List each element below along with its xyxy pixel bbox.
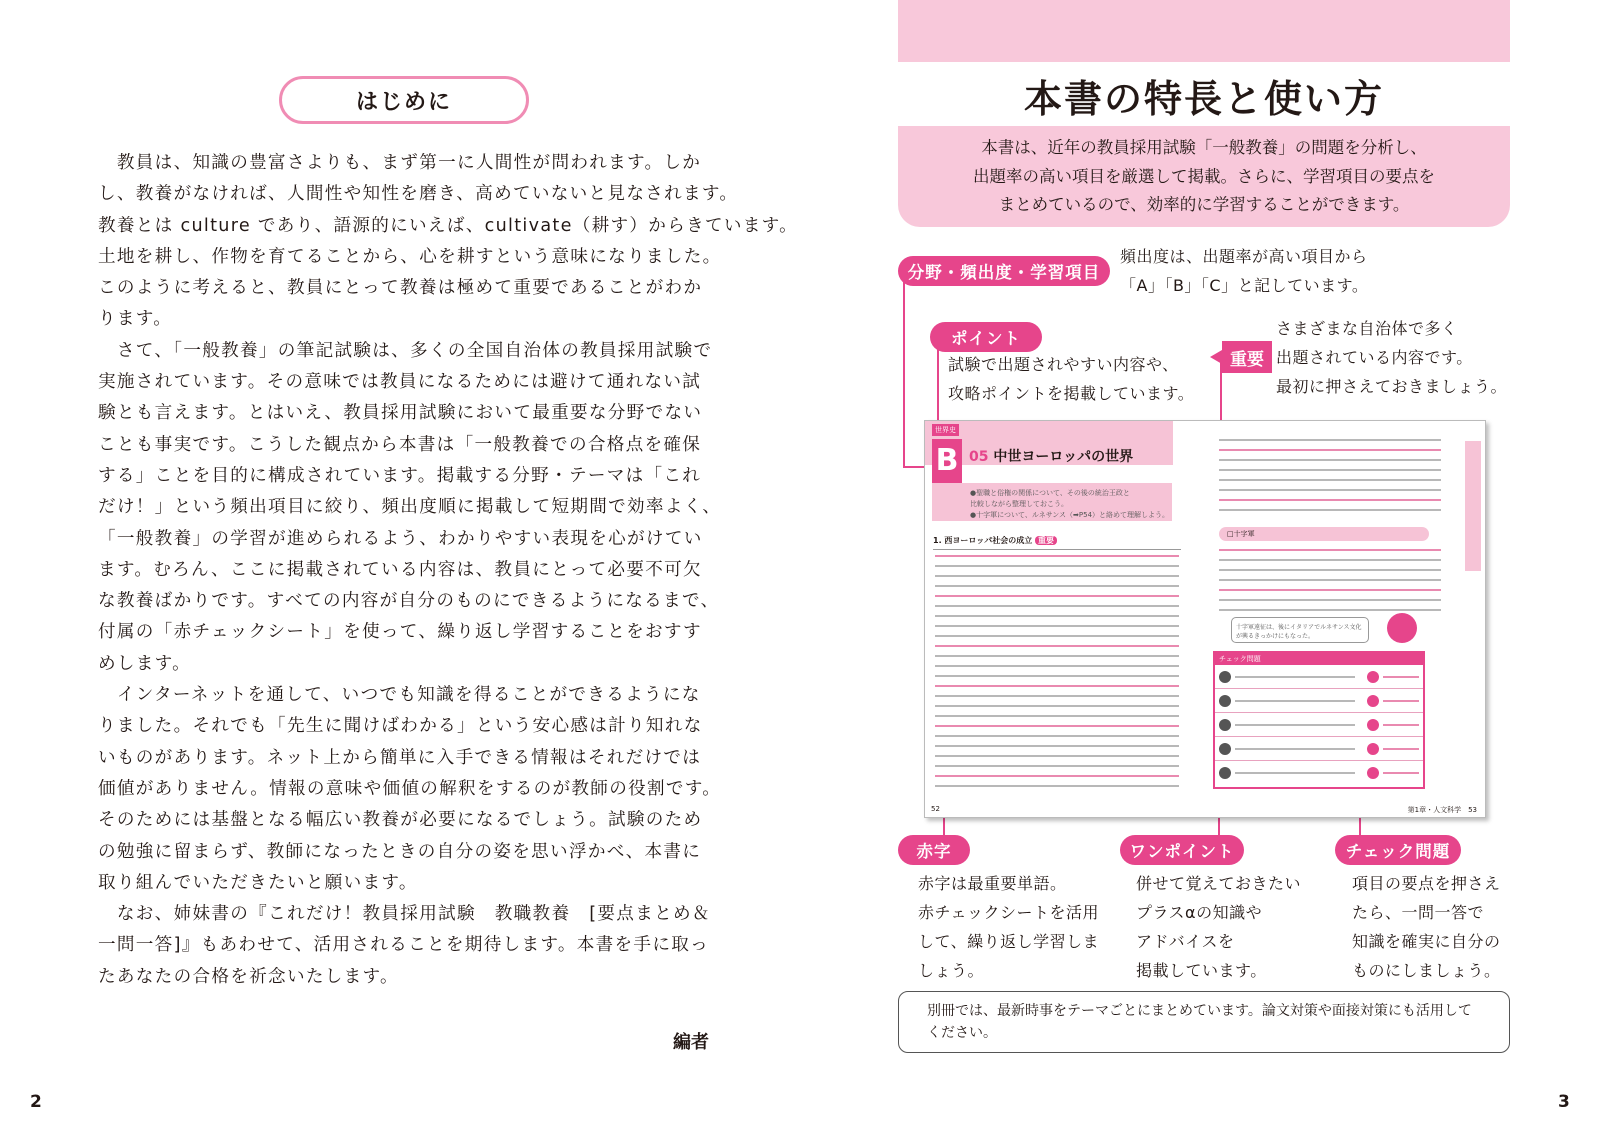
desc-line: 項目の要点を押さえ [1352,874,1501,893]
desc-line: して、繰り返し学習しま [918,932,1100,951]
desc-line: 併せて覚えておきたい [1136,874,1302,893]
top-band [898,0,1510,62]
intro-line: 価値がありません。情報の意味や価値の解釈をするのが教師の役割です。 [98,778,722,799]
intro-line: 教員は、知識の豊富さよりも、まず第一に人間性が問われます。しか [98,153,702,173]
desc-red-text [918,869,1099,985]
intro-line: このように考えると、教員にとって教養は極めて重要であることがわか [98,278,703,299]
intro-body [98,148,799,993]
page-number-left: 2 [30,1092,42,1112]
divider [933,549,1181,550]
intro-line: なお、姉妹書の『これだけ！教員採用試験 教職教養 [要点まとめ＆ [98,904,711,925]
desc-line: プラスαの知識や [1136,903,1263,922]
sample-question-row [1215,665,1423,689]
desc-line: 赤チェックシートを活用 [918,903,1100,922]
intro-heading: はじめに [279,76,529,124]
desc-line: たら、一問一答で [1352,903,1485,922]
intro-line: 一問一答]』もあわせて、活用されることを期待します。本書を手に取っ [98,935,710,956]
desc-category [1120,242,1368,300]
sample-body-right [1219,439,1441,519]
sample-question-row [1215,689,1423,713]
intro-line: ます。むろん、ここに掲載されている内容は、教員にとって必要不可欠 [98,559,702,580]
label-red-text: 赤字 [898,835,970,865]
sample-body-right-2 [1219,549,1441,619]
intro-line: 付属の「赤チェックシート」を使って、繰り返し学習することをおすす [98,622,702,643]
intro-line: 取り組んでいただきたいと願います。 [98,872,418,893]
label-one-point: ワンポイント [1120,835,1244,865]
page-title: 本書の特長と使い方 [1023,77,1384,121]
desc-line: アドバイスを [1136,932,1235,951]
label-category: 分野・頻出度・学習項目 [898,256,1110,286]
intro-line: いものがあります。ネット上から簡単に入手できる情報はそれだけでは [98,747,702,768]
sample-check-box [1213,651,1425,789]
sample-body-left [935,555,1179,795]
intro-line: だけ！」という頻出項目に絞り、頻出度順に掲載して短期間で効率よく、 [98,497,722,518]
intro-line: そのためには基盤となる幅広い教養が必要になるでしょう。試験のため [98,810,703,831]
desc-line: 出題されている内容です。 [1276,348,1473,367]
intro-line: 験とも言えます。とはいえ、教員採用試験において最重要な分野でない [98,403,703,424]
sample-page-right: 第1章・人文科学 53 [1407,806,1477,814]
sample-check-header: チェック問題 [1215,653,1423,665]
label-check: チェック問題 [1335,835,1461,865]
sample-page-left: 52 [931,805,940,813]
desc-line: 最初に押さえておきましょう。 [1276,377,1508,396]
intro-line: 教養とは culture であり、語源的にいえば、cultivate（耕す）からきています。 [98,215,799,236]
sample-page-image [924,420,1486,818]
sample-rank: B [932,439,962,483]
sample-question-row [1215,737,1423,761]
mascot-icon [1387,613,1417,643]
desc-line: 試験で出題されやすい内容や、 [948,355,1179,374]
intro-line: りました。それでも「先生に聞けばわかる」という安心感は計り知れな [98,716,703,737]
intro-line: する」ことを目的に構成されています。掲載する分野・テーマは「これ [98,465,702,486]
sample-cross-label: □十字軍 [1219,527,1429,541]
intro-line: まとめているので、効率的に学習することができます。 [998,195,1410,214]
page-number-right: 3 [1558,1092,1570,1112]
desc-line: 赤字は最重要単語。 [918,874,1067,893]
sample-question-row [1215,713,1423,737]
sample-point-line: ●十字軍について、ルネサンス（➡P54）と絡めて理解しよう。 [970,511,1170,519]
desc-line: しょう。 [918,961,985,980]
desc-check [1352,869,1501,985]
sample-point-box [932,483,1172,521]
intro-line: たあなたの合格を祈念いたします。 [98,966,399,987]
intro-line: ことも事実です。こうした観点から本書は「一般教養での合格点を確保 [98,434,702,455]
sample-number: 05 [969,449,989,465]
sample-side-tab [1465,441,1481,571]
intro-line: さて、「一般教養」の筆記試験は、多くの全国自治体の教員採用試験で [98,340,713,361]
sample-section-title: 1. 西ヨーロッパ社会の成立 [933,536,1033,545]
desc-important [1276,314,1507,401]
intro-line: 土地を耕し、作物を育てることから、心を耕すという意味になりました。 [98,246,722,267]
sample-title [969,446,1133,466]
sample-one-point-note: 十字軍遠征は、後にイタリアでルネサンス文化が興るきっかけにもなった。 [1231,617,1369,643]
desc-line: 「A」「B」「C」と記しています。 [1120,276,1369,295]
signature: 編者 [673,1032,709,1053]
sample-question-row [1215,761,1423,785]
sample-point-line: 比較しながら整理しておこう。 [970,500,1068,508]
sample-section [933,535,1057,546]
label-point: ポイント [930,322,1042,352]
intro-line: 「一般教養」の学習が進められるよう、わかりやすい表現を心がけてい [98,528,703,549]
desc-line: ものにしましょう。 [1352,961,1501,980]
desc-point [948,350,1194,408]
intro-line: の勉強に留まらず、教師になったときの自分の姿を思い浮かべ、本書に [98,841,702,862]
intro-box [898,126,1510,227]
sample-section-badge: 重要 [1035,536,1057,545]
desc-line: 攻略ポイントを掲載しています。 [948,384,1195,403]
intro-line: ります。 [98,309,173,330]
sample-category-tag: 世界史 [932,424,959,436]
intro-line: 本書は、近年の教員採用試験「一般教養」の問題を分析し、 [981,138,1427,157]
desc-line: 頻出度は、出題率が高い項目から [1120,247,1368,266]
label-important: 重要 [1222,341,1272,373]
intro-line: し、教養がなければ、人間性や知性を磨き、高めていないと見なされます。 [98,184,739,205]
desc-line: 知識を確実に自分の [1352,932,1501,951]
intro-line: 実施されています。その意味では教員になるためには避けて通れない試 [98,372,702,393]
callout-line [903,278,905,466]
intro-line: 出題率の高い項目を厳選して掲載。さらに、学習項目の要点を [973,166,1435,186]
sample-title-text: 中世ヨーロッパの世界 [993,449,1134,465]
desc-line: さまざまな自治体で多く [1276,319,1458,338]
intro-line: インターネットを通して、いつでも知識を得ることができるようにな [98,685,701,706]
intro-line: な教養ばかりです。すべての内容が自分のものにできるようになるまで、 [98,591,720,612]
sample-point-line: ●聖職と俗権の関係について、その後の統治王政と [970,489,1130,497]
desc-line: 掲載しています。 [1136,961,1267,980]
bottom-note: 別冊では、最新時事をテーマごとにまとめています。論文対策や面接対策にも活用して ください。 [898,991,1510,1053]
desc-one-point [1136,869,1301,985]
intro-line: めします。 [98,653,192,674]
